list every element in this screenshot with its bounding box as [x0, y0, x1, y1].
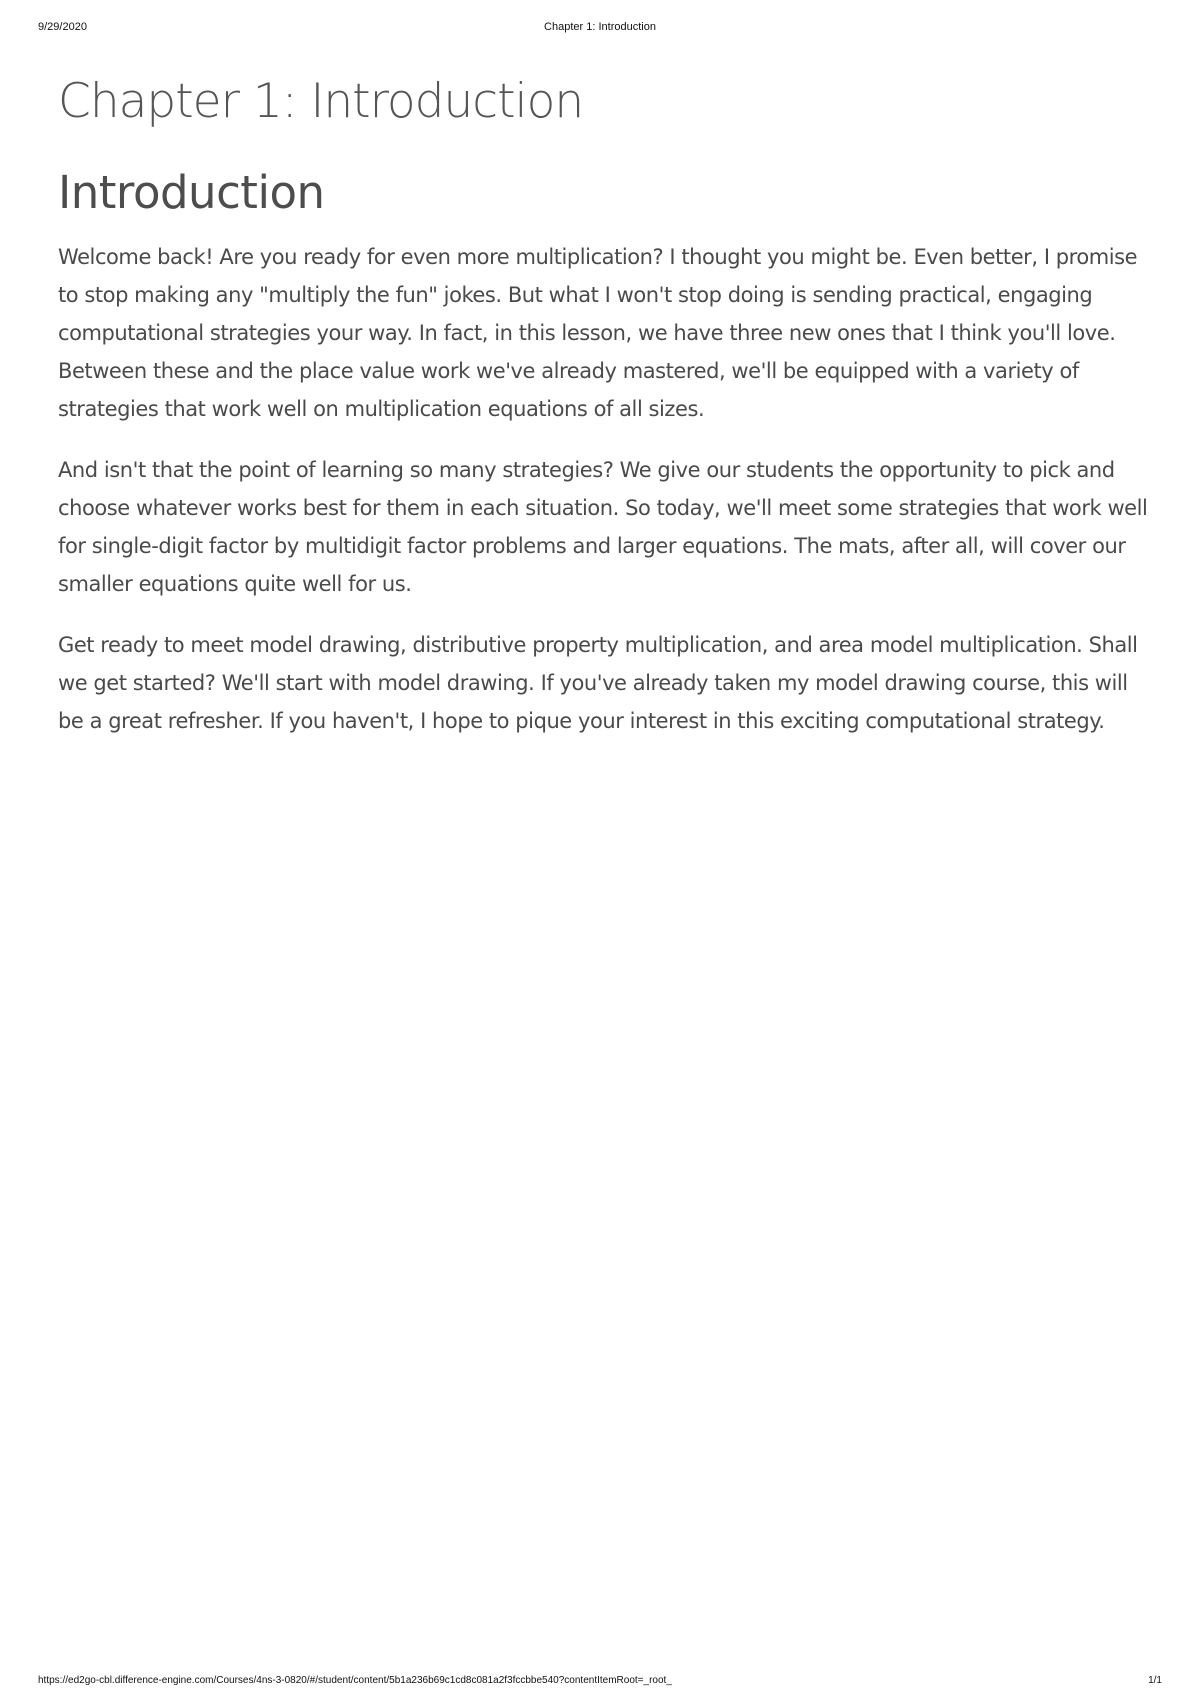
chapter-title: Chapter 1: Introduction	[58, 74, 584, 129]
strategies-paragraph: And isn't that the point of learning so many strategies? We give our students the opportunity to pick and choose whatever works best for them in each situation. So today, we'll meet some strategies that work well for single-digit factor by multidigit factor problems and larger equations. The mats, after all, will cover our smaller equations quite well for us.	[58, 458, 1148, 596]
print-url: https://ed2go-cbl.difference-engine.com/Courses/4ns-3-0820/#/student/content/5b1a236b69c1cd8c081a2f3fccbbe540?contentItemRoot=_root_	[38, 1675, 672, 1686]
print-header	[38, 21, 1162, 37]
article-body	[58, 238, 1148, 740]
intro-paragraph: Welcome back! Are you ready for even more multiplication? I thought you might be. Even better, I promise to stop making any "multiply the fun" jokes. But what I won't stop doing is sending practical, engaging computational strategies your way. In fact, in this lesson, we have three new ones that I think you'll love. Between these and the place value work we've already mastered, we'll be equipped with a variety of strategies that work well on multiplication equations of all sizes.	[58, 245, 1138, 421]
print-date: 9/29/2020	[38, 21, 87, 33]
print-page-title: Chapter 1: Introduction	[544, 21, 656, 33]
print-footer	[38, 1675, 1162, 1689]
print-page-number: 1/1	[1148, 1675, 1162, 1686]
get-started-paragraph: Get ready to meet model drawing, distributive property multiplication, and area model multiplication. Shall we get started? We'll start with model drawing. If you've already taken my model drawing course, this will be a great refresher. If you haven't, I hope to pique your interest in this exciting computational strategy.	[58, 633, 1138, 733]
article-content	[58, 72, 1148, 763]
section-title: Introduction	[58, 166, 325, 219]
